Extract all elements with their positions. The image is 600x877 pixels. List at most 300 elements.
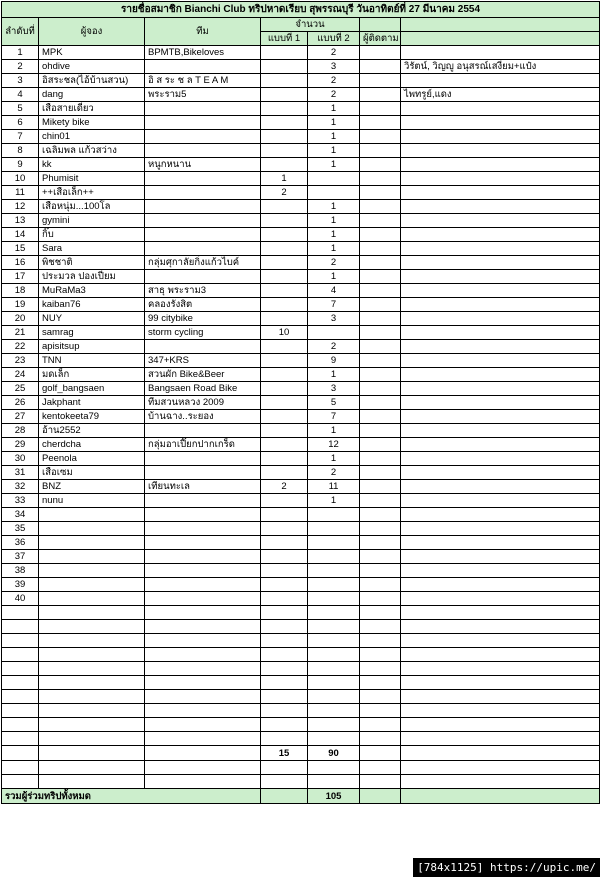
cell-type1 bbox=[261, 662, 308, 676]
spacer-cell bbox=[360, 775, 401, 789]
cell-note bbox=[401, 396, 600, 410]
cell-booker: Jakphant bbox=[39, 396, 145, 410]
cell-type2 bbox=[308, 718, 360, 732]
cell-no: 40 bbox=[2, 592, 39, 606]
sheet-title: รายชื่อสมาชิก Bianchi Club ทริปหาดเรียบ สุพรรณบุรี วันอาทิตย์ที่ 27 มีนาคม 2554 bbox=[2, 2, 600, 18]
cell-follower bbox=[360, 130, 401, 144]
table-row bbox=[2, 704, 600, 718]
cell-booker: อ้าน2552 bbox=[39, 424, 145, 438]
cell-team bbox=[145, 144, 261, 158]
cell-team: Bangsaen Road Bike bbox=[145, 382, 261, 396]
cell-type1 bbox=[261, 704, 308, 718]
cell-follower bbox=[360, 74, 401, 88]
cell-team bbox=[145, 606, 261, 620]
table-row bbox=[2, 550, 600, 564]
cell-note bbox=[401, 214, 600, 228]
cell-type2 bbox=[308, 606, 360, 620]
cell-follower bbox=[360, 298, 401, 312]
table-row bbox=[2, 340, 600, 354]
cell-follower bbox=[360, 396, 401, 410]
cell-team bbox=[145, 242, 261, 256]
cell-follower bbox=[360, 550, 401, 564]
cell-type2 bbox=[308, 676, 360, 690]
cell-booker: gymini bbox=[39, 214, 145, 228]
table-row bbox=[2, 116, 600, 130]
cell-team: BPMTB,Bikeloves bbox=[145, 46, 261, 60]
header-no: ลำดับที่ bbox=[2, 18, 39, 46]
cell-follower bbox=[360, 60, 401, 74]
table-row bbox=[2, 410, 600, 424]
table-row bbox=[2, 494, 600, 508]
cell-team: เทียนทะเล bbox=[145, 480, 261, 494]
spacer-row bbox=[2, 761, 600, 775]
cell-note bbox=[401, 74, 600, 88]
cell-type2: 1 bbox=[308, 116, 360, 130]
cell-note bbox=[401, 46, 600, 60]
cell-follower bbox=[360, 354, 401, 368]
cell-note: วิรัตน์, วิญญู อนุสรณ์เสงี่ยม+แป๋ง bbox=[401, 60, 600, 74]
cell-follower bbox=[360, 648, 401, 662]
header-booker: ผู้จอง bbox=[39, 18, 145, 46]
cell-note bbox=[401, 326, 600, 340]
cell-team: หนูกหนาน bbox=[145, 158, 261, 172]
cell-note bbox=[401, 718, 600, 732]
cell-team bbox=[145, 172, 261, 186]
cell-note bbox=[401, 564, 600, 578]
table-row bbox=[2, 256, 600, 270]
cell-booker: พิชชาติ bbox=[39, 256, 145, 270]
cell-team bbox=[145, 718, 261, 732]
cell-team bbox=[145, 592, 261, 606]
cell-no: 35 bbox=[2, 522, 39, 536]
cell-booker: TNN bbox=[39, 354, 145, 368]
cell-note bbox=[401, 284, 600, 298]
cell-booker: golf_bangsaen bbox=[39, 382, 145, 396]
cell-team bbox=[145, 214, 261, 228]
cell-note bbox=[401, 200, 600, 214]
table-row bbox=[2, 46, 600, 60]
cell-follower bbox=[360, 704, 401, 718]
table-row bbox=[2, 368, 600, 382]
cell-type1 bbox=[261, 74, 308, 88]
cell-type2: 1 bbox=[308, 200, 360, 214]
cell-note bbox=[401, 508, 600, 522]
cell-type1: 10 bbox=[261, 326, 308, 340]
cell-team bbox=[145, 690, 261, 704]
table-row bbox=[2, 732, 600, 746]
cell-booker: Mikety bike bbox=[39, 116, 145, 130]
cell-type2: 1 bbox=[308, 242, 360, 256]
cell-no: 10 bbox=[2, 172, 39, 186]
cell-follower bbox=[360, 508, 401, 522]
cell-type2: 9 bbox=[308, 354, 360, 368]
cell-type1 bbox=[261, 606, 308, 620]
cell-note bbox=[401, 620, 600, 634]
cell-note bbox=[401, 410, 600, 424]
cell-note bbox=[401, 130, 600, 144]
cell-booker: samrag bbox=[39, 326, 145, 340]
table-row bbox=[2, 396, 600, 410]
total-type2: 90 bbox=[308, 746, 360, 761]
cell-no: 28 bbox=[2, 424, 39, 438]
cell-team bbox=[145, 522, 261, 536]
cell-type2: 1 bbox=[308, 452, 360, 466]
cell-type1 bbox=[261, 718, 308, 732]
spacer-cell bbox=[308, 761, 360, 775]
cell-type1 bbox=[261, 494, 308, 508]
cell-team: ทีมสวนหลวง 2009 bbox=[145, 396, 261, 410]
cell-note bbox=[401, 242, 600, 256]
cell-follower bbox=[360, 172, 401, 186]
cell-no bbox=[2, 732, 39, 746]
cell-booker: kaiban76 bbox=[39, 298, 145, 312]
table-row bbox=[2, 144, 600, 158]
cell-note bbox=[401, 340, 600, 354]
cell-follower bbox=[360, 522, 401, 536]
cell-team bbox=[145, 494, 261, 508]
cell-type1 bbox=[261, 578, 308, 592]
cell-follower bbox=[360, 88, 401, 102]
cell-team bbox=[145, 186, 261, 200]
cell-booker bbox=[39, 648, 145, 662]
cell-no: 18 bbox=[2, 284, 39, 298]
cell-type1 bbox=[261, 284, 308, 298]
table-row bbox=[2, 60, 600, 74]
cell-follower bbox=[360, 424, 401, 438]
cell-no bbox=[2, 704, 39, 718]
cell-note bbox=[401, 438, 600, 452]
cell-no: 12 bbox=[2, 200, 39, 214]
cell-no: 1 bbox=[2, 46, 39, 60]
cell-type2: 1 bbox=[308, 368, 360, 382]
cell-note bbox=[401, 536, 600, 550]
table-row bbox=[2, 326, 600, 340]
cell-no: 22 bbox=[2, 340, 39, 354]
cell-follower bbox=[360, 116, 401, 130]
cell-no: 8 bbox=[2, 144, 39, 158]
cell-follower bbox=[360, 564, 401, 578]
table-row bbox=[2, 480, 600, 494]
cell-team bbox=[145, 676, 261, 690]
cell-note bbox=[401, 424, 600, 438]
cell-follower bbox=[360, 662, 401, 676]
cell-booker bbox=[39, 718, 145, 732]
cell-team: บ้านฉาง..ระยอง bbox=[145, 410, 261, 424]
cell-no: 11 bbox=[2, 186, 39, 200]
cell-no bbox=[2, 690, 39, 704]
cell-type1 bbox=[261, 732, 308, 746]
cell-type1 bbox=[261, 396, 308, 410]
cell-booker bbox=[39, 564, 145, 578]
cell-team bbox=[145, 102, 261, 116]
cell-no: 37 bbox=[2, 550, 39, 564]
cell-type1 bbox=[261, 592, 308, 606]
cell-note bbox=[401, 690, 600, 704]
spacer-cell bbox=[308, 775, 360, 789]
cell-type2: 7 bbox=[308, 410, 360, 424]
cell-team bbox=[145, 130, 261, 144]
cell-type1 bbox=[261, 634, 308, 648]
cell-type1 bbox=[261, 424, 308, 438]
cell-type1 bbox=[261, 550, 308, 564]
cell-no: 13 bbox=[2, 214, 39, 228]
cell-booker bbox=[39, 634, 145, 648]
cell-note bbox=[401, 382, 600, 396]
cell-note bbox=[401, 298, 600, 312]
table-row bbox=[2, 578, 600, 592]
cell-no bbox=[2, 676, 39, 690]
cell-no: 24 bbox=[2, 368, 39, 382]
cell-type2: 5 bbox=[308, 396, 360, 410]
table-row bbox=[2, 228, 600, 242]
cell-note bbox=[401, 494, 600, 508]
cell-booker: Sara bbox=[39, 242, 145, 256]
cell-follower bbox=[360, 284, 401, 298]
cell-no: 14 bbox=[2, 228, 39, 242]
cell-no bbox=[2, 634, 39, 648]
cell-no: 25 bbox=[2, 382, 39, 396]
cell-team bbox=[145, 662, 261, 676]
cell-team: พระราม5 bbox=[145, 88, 261, 102]
cell-type1 bbox=[261, 438, 308, 452]
cell-type1 bbox=[261, 242, 308, 256]
cell-follower bbox=[360, 102, 401, 116]
cell-no: 39 bbox=[2, 578, 39, 592]
grand-blank bbox=[360, 789, 401, 804]
cell-no: 9 bbox=[2, 158, 39, 172]
cell-booker: กิ๊บ bbox=[39, 228, 145, 242]
cell-follower bbox=[360, 634, 401, 648]
cell-follower bbox=[360, 256, 401, 270]
table-row bbox=[2, 312, 600, 326]
cell-team bbox=[145, 228, 261, 242]
cell-type2: 3 bbox=[308, 382, 360, 396]
cell-team: กลุ่มอาเปี๊ยกปากเกร็ด bbox=[145, 438, 261, 452]
table-row bbox=[2, 508, 600, 522]
totals-blank bbox=[401, 746, 600, 761]
table-row bbox=[2, 466, 600, 480]
cell-follower bbox=[360, 368, 401, 382]
cell-follower bbox=[360, 732, 401, 746]
cell-type1 bbox=[261, 88, 308, 102]
cell-type2 bbox=[308, 578, 360, 592]
cell-note bbox=[401, 592, 600, 606]
cell-booker: เฉลิมพล แก้วสว่าง bbox=[39, 144, 145, 158]
spacer-cell bbox=[2, 761, 39, 775]
table-row bbox=[2, 676, 600, 690]
cell-follower bbox=[360, 242, 401, 256]
cell-type1 bbox=[261, 298, 308, 312]
cell-booker: Peenola bbox=[39, 452, 145, 466]
cell-type2 bbox=[308, 648, 360, 662]
cell-no bbox=[2, 662, 39, 676]
cell-type2: 1 bbox=[308, 228, 360, 242]
cell-follower bbox=[360, 312, 401, 326]
cell-no: 2 bbox=[2, 60, 39, 74]
cell-type2 bbox=[308, 592, 360, 606]
spacer-cell bbox=[2, 775, 39, 789]
cell-team: storm cycling bbox=[145, 326, 261, 340]
cell-type2 bbox=[308, 550, 360, 564]
header-blank bbox=[360, 18, 401, 32]
cell-booker: ohdive bbox=[39, 60, 145, 74]
cell-team bbox=[145, 578, 261, 592]
cell-type1 bbox=[261, 130, 308, 144]
cell-no: 33 bbox=[2, 494, 39, 508]
cell-team bbox=[145, 200, 261, 214]
cell-no: 30 bbox=[2, 452, 39, 466]
cell-booker bbox=[39, 676, 145, 690]
table-row bbox=[2, 284, 600, 298]
cell-no: 23 bbox=[2, 354, 39, 368]
cell-team bbox=[145, 648, 261, 662]
cell-type1 bbox=[261, 676, 308, 690]
cell-note bbox=[401, 704, 600, 718]
table-row bbox=[2, 88, 600, 102]
cell-follower bbox=[360, 200, 401, 214]
grand-total-value: 105 bbox=[308, 789, 360, 804]
cell-follower bbox=[360, 494, 401, 508]
cell-follower bbox=[360, 676, 401, 690]
spacer-row bbox=[2, 775, 600, 789]
cell-note bbox=[401, 550, 600, 564]
cell-team: 99 citybike bbox=[145, 312, 261, 326]
cell-booker: มดเล็ก bbox=[39, 368, 145, 382]
cell-booker: เสือสายเดี่ยว bbox=[39, 102, 145, 116]
cell-team bbox=[145, 116, 261, 130]
cell-team bbox=[145, 564, 261, 578]
cell-team bbox=[145, 550, 261, 564]
cell-follower bbox=[360, 466, 401, 480]
cell-follower bbox=[360, 270, 401, 284]
cell-team: สาธุ พระราม3 bbox=[145, 284, 261, 298]
cell-type1 bbox=[261, 270, 308, 284]
cell-follower bbox=[360, 592, 401, 606]
table-row bbox=[2, 424, 600, 438]
cell-team bbox=[145, 732, 261, 746]
cell-type2: 2 bbox=[308, 74, 360, 88]
header-team: ทีม bbox=[145, 18, 261, 46]
cell-type1 bbox=[261, 536, 308, 550]
cell-no: 7 bbox=[2, 130, 39, 144]
cell-booker: dang bbox=[39, 88, 145, 102]
cell-booker: apisitsup bbox=[39, 340, 145, 354]
table-row bbox=[2, 214, 600, 228]
header-note bbox=[401, 32, 600, 46]
cell-booker bbox=[39, 620, 145, 634]
cell-no bbox=[2, 606, 39, 620]
cell-type1 bbox=[261, 690, 308, 704]
cell-note bbox=[401, 102, 600, 116]
table-row bbox=[2, 592, 600, 606]
table-row bbox=[2, 102, 600, 116]
cell-type1: 2 bbox=[261, 186, 308, 200]
cell-note bbox=[401, 186, 600, 200]
cell-type2 bbox=[308, 172, 360, 186]
cell-follower bbox=[360, 480, 401, 494]
cell-follower bbox=[360, 410, 401, 424]
cell-type2 bbox=[308, 186, 360, 200]
spacer-cell bbox=[401, 775, 600, 789]
table-row bbox=[2, 74, 600, 88]
grand-total-label: รวมผู้ร่วมทริปทั้งหมด bbox=[2, 789, 261, 804]
cell-type2 bbox=[308, 662, 360, 676]
cell-type2: 3 bbox=[308, 60, 360, 74]
cell-follower bbox=[360, 340, 401, 354]
cell-team bbox=[145, 620, 261, 634]
cell-booker bbox=[39, 536, 145, 550]
table-row bbox=[2, 648, 600, 662]
cell-note bbox=[401, 648, 600, 662]
cell-type1 bbox=[261, 256, 308, 270]
table-row bbox=[2, 186, 600, 200]
cell-type1 bbox=[261, 648, 308, 662]
cell-booker bbox=[39, 522, 145, 536]
cell-note bbox=[401, 676, 600, 690]
cell-type2: 12 bbox=[308, 438, 360, 452]
cell-type2 bbox=[308, 564, 360, 578]
cell-booker bbox=[39, 592, 145, 606]
cell-type2: 4 bbox=[308, 284, 360, 298]
cell-no: 17 bbox=[2, 270, 39, 284]
cell-booker: เสือเซม bbox=[39, 466, 145, 480]
totals-blank bbox=[2, 746, 39, 761]
cell-follower bbox=[360, 382, 401, 396]
cell-type1 bbox=[261, 354, 308, 368]
table-row bbox=[2, 438, 600, 452]
cell-type2 bbox=[308, 326, 360, 340]
cell-type1 bbox=[261, 312, 308, 326]
cell-booker: อิสระชล(ไอ้บ้านสวน) bbox=[39, 74, 145, 88]
cell-follower bbox=[360, 326, 401, 340]
cell-follower bbox=[360, 46, 401, 60]
table-row bbox=[2, 382, 600, 396]
cell-follower bbox=[360, 578, 401, 592]
cell-booker: kk bbox=[39, 158, 145, 172]
totals-blank bbox=[39, 746, 145, 761]
cell-no: 19 bbox=[2, 298, 39, 312]
cell-type2 bbox=[308, 732, 360, 746]
cell-team: อิ ส ระ ช ล T E A M bbox=[145, 74, 261, 88]
cell-follower bbox=[360, 186, 401, 200]
table-row bbox=[2, 620, 600, 634]
spacer-cell bbox=[261, 775, 308, 789]
cell-team: สวนผัก Bike&Beer bbox=[145, 368, 261, 382]
cell-type1 bbox=[261, 368, 308, 382]
cell-type2 bbox=[308, 620, 360, 634]
header-blank bbox=[401, 18, 600, 32]
cell-follower bbox=[360, 214, 401, 228]
cell-no bbox=[2, 620, 39, 634]
cell-type2: 1 bbox=[308, 494, 360, 508]
cell-no bbox=[2, 648, 39, 662]
cell-booker: cherdcha bbox=[39, 438, 145, 452]
cell-type1 bbox=[261, 522, 308, 536]
table-row bbox=[2, 242, 600, 256]
cell-type1 bbox=[261, 144, 308, 158]
cell-team bbox=[145, 508, 261, 522]
cell-no: 15 bbox=[2, 242, 39, 256]
cell-type2 bbox=[308, 536, 360, 550]
cell-note bbox=[401, 312, 600, 326]
spacer-cell bbox=[39, 775, 145, 789]
cell-note bbox=[401, 662, 600, 676]
cell-type1 bbox=[261, 508, 308, 522]
total-type1: 15 bbox=[261, 746, 308, 761]
table-row bbox=[2, 564, 600, 578]
cell-no: 34 bbox=[2, 508, 39, 522]
cell-type2 bbox=[308, 634, 360, 648]
